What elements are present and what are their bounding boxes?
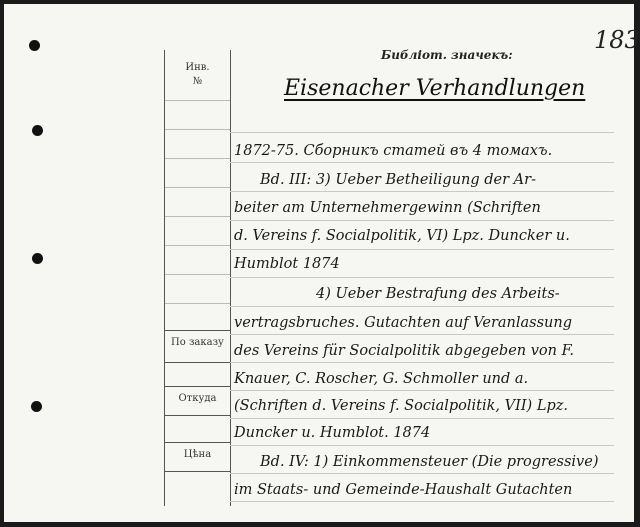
punch-hole <box>32 253 43 264</box>
card-title: Eisenacher Verhandlungen <box>284 76 586 101</box>
order-label: По заказу <box>171 337 224 348</box>
ruled-line <box>230 501 614 502</box>
divider <box>165 216 230 217</box>
entry-line: Humblot 1874 <box>234 256 340 272</box>
price-label: Цѣна <box>183 449 212 460</box>
divider <box>165 471 230 472</box>
ruled-line <box>230 220 614 221</box>
ruled-line <box>230 473 614 474</box>
entry-line: des Vereins für Socialpolitik abgegeben von F. <box>234 343 575 359</box>
catalog-card <box>4 4 640 522</box>
entry-line: vertragsbruches. Gutachten auf Veranlassung <box>234 315 573 331</box>
divider <box>165 386 230 387</box>
ruled-line <box>230 191 614 192</box>
ruled-line <box>230 390 614 391</box>
punch-hole <box>31 401 42 412</box>
divider <box>165 442 230 443</box>
divider <box>165 415 230 416</box>
ruled-line <box>230 277 614 278</box>
divider <box>165 274 230 275</box>
ruled-line <box>230 249 614 250</box>
left-column <box>164 50 231 506</box>
ruled-line <box>230 162 614 163</box>
ruled-line <box>230 334 614 335</box>
entry-line: im Staats- und Gemeinde-Haushalt Gutachten <box>234 482 573 498</box>
entry-line: Bd. IV: 1) Einkommensteuer (Die progressive) <box>260 454 599 470</box>
entry-line: beiter am Unternehmergewinn (Schriften <box>234 200 541 216</box>
ruled-line <box>230 362 614 363</box>
entry-line: (Schriften d. Vereins f. Socialpolitik, VII) Lpz. <box>234 398 568 414</box>
entry-line: 4) Ueber Bestrafung des Arbeits- <box>316 286 560 302</box>
entry-line: d. Vereins f. Socialpolitik, VI) Lpz. Duncker u. <box>234 228 570 244</box>
page-number: 183 <box>594 26 640 54</box>
library-mark-label: Библіот. значекъ: <box>381 48 513 62</box>
divider <box>165 245 230 246</box>
ruled-line <box>230 306 614 307</box>
inv-label: Инв. <box>185 62 210 73</box>
ruled-line <box>230 132 614 133</box>
divider <box>165 330 230 331</box>
ruled-line <box>230 445 614 446</box>
entry-line: Knauer, C. Roscher, G. Schmoller und a. <box>234 371 529 387</box>
entry-line: Duncker u. Humblot. 1874 <box>234 425 431 441</box>
punch-hole <box>32 125 43 136</box>
divider <box>165 129 230 130</box>
divider <box>165 100 230 101</box>
punch-hole <box>29 40 40 51</box>
entry-line: Bd. III: 3) Ueber Betheiligung der Ar- <box>260 172 536 188</box>
source-label: Откуда <box>178 393 217 404</box>
divider <box>165 362 230 363</box>
divider <box>165 187 230 188</box>
divider <box>165 158 230 159</box>
entry-line: 1872-75. Сборникъ статей въ 4 томахъ. <box>234 143 553 159</box>
number-sign: № <box>192 76 203 87</box>
ruled-line <box>230 418 614 419</box>
divider <box>165 303 230 304</box>
